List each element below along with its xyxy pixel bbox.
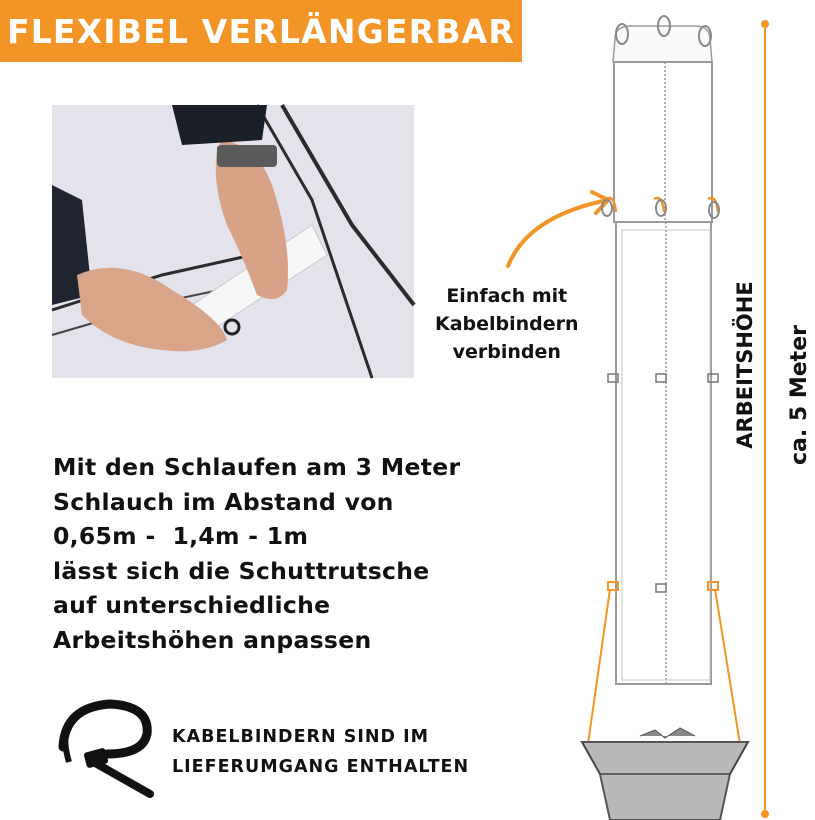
callout-line: Kabelbindern <box>435 313 579 335</box>
callout-line: verbinden <box>452 341 561 363</box>
description-line: lässt sich die Schuttrutsche <box>53 556 430 585</box>
connect-callout <box>435 282 579 366</box>
description-line: Schlauch im Abstand von <box>53 487 394 516</box>
note-line: LIEFERUMGANG ENTHALTEN <box>172 757 470 777</box>
callout-line: Einfach mit <box>446 285 568 307</box>
description-text <box>53 450 553 657</box>
note-line: KABELBINDERN SIND IM <box>172 727 430 747</box>
product-photo <box>52 105 414 378</box>
working-height-label: ARBEITSHÖHE <box>733 281 757 449</box>
description-line: Arbeitshöhen anpassen <box>53 625 372 654</box>
banner-title: FLEXIBEL VERLÄNGERBAR <box>6 11 516 51</box>
description-line: Mit den Schlaufen am 3 Meter <box>53 453 461 481</box>
length-label: ca. 5 Meter <box>787 325 812 465</box>
cable-tie-icon <box>55 692 155 800</box>
included-note <box>172 722 469 782</box>
description-line: auf unterschiedliche <box>53 591 331 619</box>
title-banner <box>0 0 522 62</box>
description-line: 0,65m - 1,4m - 1m <box>53 522 309 550</box>
